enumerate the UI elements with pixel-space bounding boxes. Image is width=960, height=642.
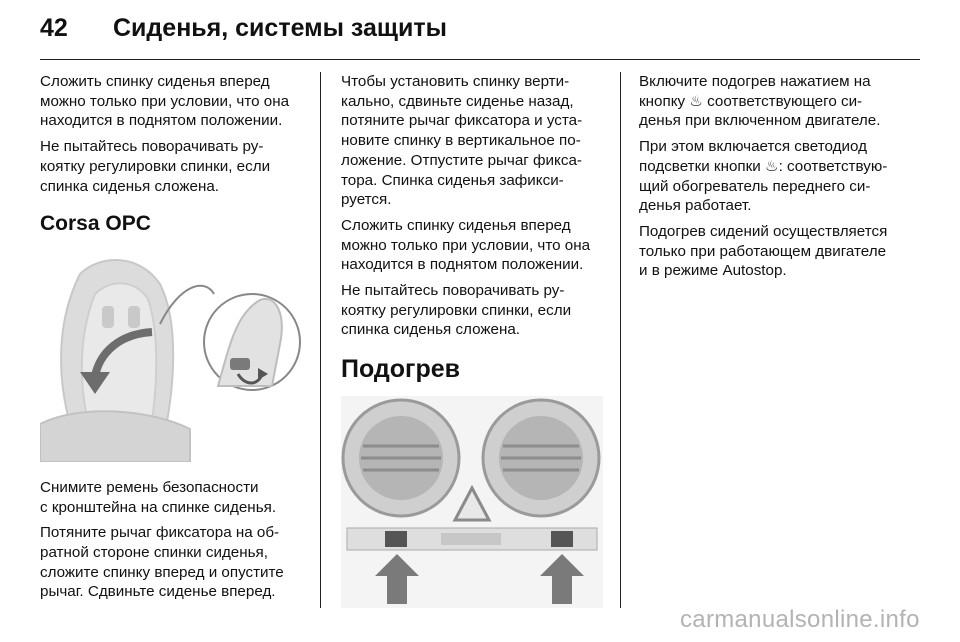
section-heading-heating: Подогрев xyxy=(341,355,461,384)
header-rule xyxy=(40,59,920,60)
page-number: 42 xyxy=(40,14,68,42)
section-heading-corsa-opc: Corsa OPC xyxy=(40,212,151,236)
paragraph-fold-instructions: Потяните рычаг фиксатора на об- ратной стороне спинки сиденья, сложите спинку вперед и опустите рычаг. Сдвиньте сиденье вперед. xyxy=(40,524,284,601)
column-1 xyxy=(40,72,308,608)
column-divider-1 xyxy=(320,72,321,608)
column-divider-2 xyxy=(620,72,621,608)
paragraph-remove-belt: Снимите ремень безопасности с кронштейна на спинке сиденья. xyxy=(40,478,277,516)
paragraph-raise-back: Чтобы установить спинку верти- кально, сдвиньте сиденье назад, потяните рычаг фиксатора и уста- новите спинку в вертикальное по- ложение. Отпустите рычаг фикса- тора. Спинка сиденья зафикси- руется. xyxy=(341,73,583,209)
heated-seat-buttons-illustration xyxy=(341,396,603,608)
paragraph-fold-condition-2: Сложить спинку сиденья вперед можно только при условии, что она находится в поднятом положении. xyxy=(341,216,591,274)
paragraph-warning: Не пытайтесь поворачивать ру- коятку регулировки спинки, если спинка сиденья сложена. xyxy=(40,138,271,195)
seat-fold-illustration xyxy=(40,254,302,462)
paragraph-led-indicator: При этом включается светодиод подсветки кнопки ♨: соответствую- щий обогреватель переднего си- денья работает. xyxy=(639,138,888,215)
watermark: carmanualsonline.info xyxy=(680,606,920,633)
column-3 xyxy=(639,72,911,287)
page-title: Сиденья, системы защиты xyxy=(113,14,447,42)
page-header xyxy=(0,0,960,58)
paragraph-fold-condition: Сложить спинку сиденья вперед можно только при условии, что она находится в поднятом положении. xyxy=(40,73,290,130)
paragraph-warning-2: Не пытайтесь поворачивать ру- коятку регулировки спинки, если спинка сиденья сложена. xyxy=(341,282,572,339)
column-2 xyxy=(341,72,609,608)
paragraph-heating-condition: Подогрев сидений осуществляется только при работающем двигателе и в режиме Autostop. xyxy=(639,222,888,280)
paragraph-turn-on-heating: Включите подогрев нажатием на кнопку ♨ соответствующего си- денья при включенном двигателе. xyxy=(639,73,881,130)
